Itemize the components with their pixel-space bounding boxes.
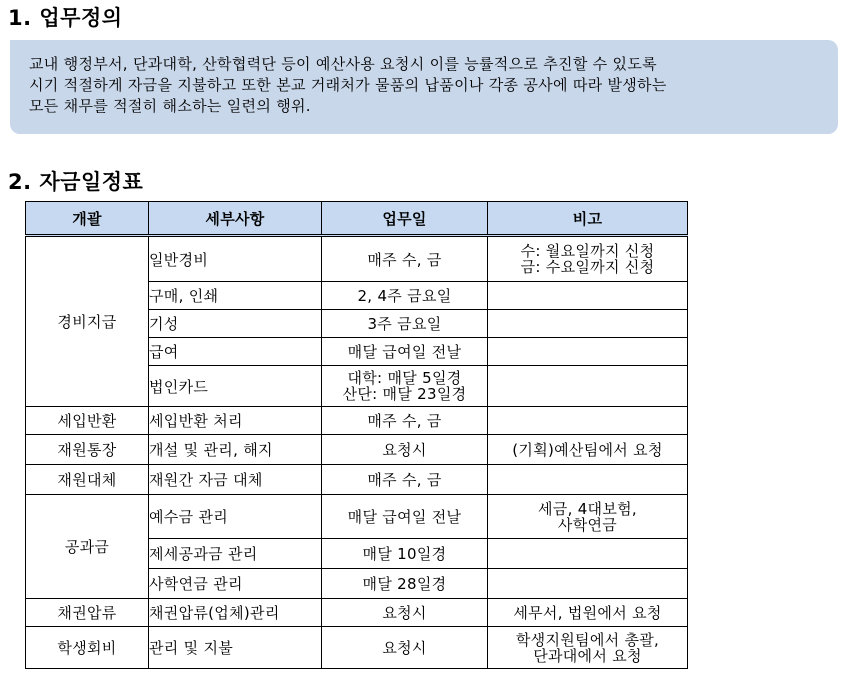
detail-cell: 사학연금 관리 <box>149 569 322 599</box>
header-note: 비고 <box>488 202 688 236</box>
header-detail: 세부사항 <box>149 202 322 236</box>
note-cell <box>488 495 688 539</box>
note-cell: 세무서, 법원에서 요청 <box>488 599 688 627</box>
detail-cell: 법인카드 <box>149 366 322 407</box>
workday-cell: 매달 28일경 <box>322 569 488 599</box>
table-row <box>26 435 688 465</box>
header-category: 개괄 <box>26 202 149 236</box>
note-cell: (기획)예산팀에서 요청 <box>488 435 688 465</box>
detail-cell: 재원간 자금 대체 <box>149 465 322 495</box>
workday-cell: 매주 수, 금 <box>322 465 488 495</box>
category-cell: 경비지급 <box>26 236 149 407</box>
workday-cell: 매달 급여일 전날 <box>322 338 488 366</box>
category-cell: 공과금 <box>26 495 149 599</box>
section-1-title: 1. 업무정의 <box>8 6 123 30</box>
table-row <box>26 465 688 495</box>
workday-cell: 매주 수, 금 <box>322 236 488 282</box>
section-2-title: 2. 자금일정표 <box>8 170 144 194</box>
table-header-row <box>26 202 688 236</box>
category-cell: 재원대체 <box>26 465 149 495</box>
workday-cell: 요청시 <box>322 627 488 669</box>
category-cell: 세입반환 <box>26 407 149 435</box>
note-cell <box>488 236 688 282</box>
workday-cell: 요청시 <box>322 599 488 627</box>
note-cell <box>488 569 688 599</box>
detail-cell: 세입반환 처리 <box>149 407 322 435</box>
note-line: 단과대에서 요청 <box>533 646 642 665</box>
workday-cell: 매달 급여일 전날 <box>322 495 488 539</box>
table-row <box>26 495 688 539</box>
detail-cell: 개설 및 관리, 해지 <box>149 435 322 465</box>
category-cell: 학생회비 <box>26 627 149 669</box>
note-line: 수: 월요일까지 신청 <box>520 242 655 260</box>
table-row <box>26 599 688 627</box>
note-cell <box>488 407 688 435</box>
detail-cell: 예수금 관리 <box>149 495 322 539</box>
definition-line: 교내 행정부서, 단과대학, 산학협력단 등이 예산사용 요청시 이를 능률적으로 추진할 수 있도록 <box>29 55 657 73</box>
workday-cell: 매달 10일경 <box>322 539 488 569</box>
table-row <box>26 407 688 435</box>
definition-line: 모든 채무를 적절히 해소하는 일련의 행위. <box>29 97 311 115</box>
detail-cell: 제세공과금 관리 <box>149 539 322 569</box>
table-row <box>26 236 688 282</box>
note-line: 금: 수요일까지 신청 <box>520 258 655 276</box>
detail-cell: 기성 <box>149 310 322 338</box>
workday-cell <box>322 366 488 407</box>
detail-cell: 일반경비 <box>149 236 322 282</box>
definition-line: 시기 적절하게 자금을 지불하고 또한 본교 거래처가 물품의 납품이나 각종 공사에 따라 발생하는 <box>29 76 667 94</box>
note-cell <box>488 338 688 366</box>
workday-cell: 2, 4주 금요일 <box>322 282 488 310</box>
note-cell <box>488 282 688 310</box>
note-cell <box>488 465 688 495</box>
note-cell <box>488 539 688 569</box>
category-cell: 채권압류 <box>26 599 149 627</box>
category-cell: 재원통장 <box>26 435 149 465</box>
workday-cell: 3주 금요일 <box>322 310 488 338</box>
workday-cell: 요청시 <box>322 435 488 465</box>
detail-cell: 구매, 인쇄 <box>149 282 322 310</box>
table-row <box>26 627 688 669</box>
note-cell <box>488 366 688 407</box>
note-cell <box>488 310 688 338</box>
note-cell <box>488 627 688 669</box>
detail-cell: 급여 <box>149 338 322 366</box>
workday-cell: 매주 수, 금 <box>322 407 488 435</box>
detail-cell: 관리 및 지불 <box>149 627 322 669</box>
fund-schedule-table <box>25 201 688 669</box>
workday-line: 산단: 매달 23일경 <box>342 385 467 403</box>
workday-line: 대학: 매달 5일경 <box>347 369 462 387</box>
detail-cell: 채권압류(업체)관리 <box>149 599 322 627</box>
header-workday: 업무일 <box>322 202 488 236</box>
definition-box <box>10 40 838 134</box>
note-line: 학생지원팀에서 총괄, <box>515 630 660 649</box>
note-line: 세금, 4대보험, <box>538 499 637 518</box>
note-line: 사학연금 <box>557 515 618 534</box>
